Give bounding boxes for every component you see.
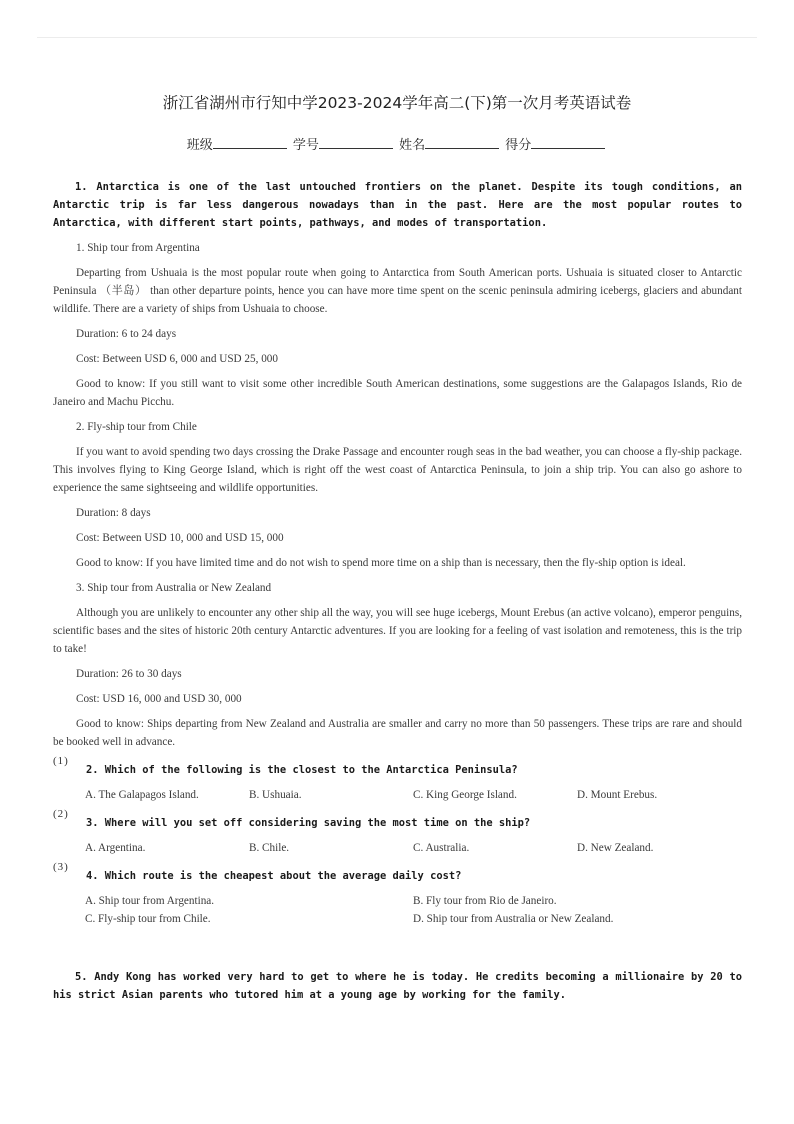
student-info-line xyxy=(0,134,794,153)
route-2-good-to-know: Good to know: If you have limited time and do not wish to spend more time on a ship than is necessary, then the fly-ship option is ideal. xyxy=(76,557,686,569)
sub-question-text: 4. Which route is the cheapest about the average daily cost? xyxy=(86,870,462,882)
option-c[interactable]: C. Australia. xyxy=(413,842,470,854)
top-divider xyxy=(37,37,757,38)
route-2-duration: Duration: 8 days xyxy=(76,507,151,519)
option-b[interactable]: B. Chile. xyxy=(249,842,290,854)
sub-question-number: (1) xyxy=(53,755,69,767)
sub-question-text: 2. Which of the following is the closest to the Antarctica Peninsula? xyxy=(86,764,518,776)
option-a[interactable]: A. The Galapagos Island. xyxy=(85,789,199,801)
options xyxy=(53,892,742,928)
score-label: 得分 xyxy=(505,138,532,153)
option-d[interactable]: D. New Zealand. xyxy=(577,842,654,854)
option-a[interactable]: A. Argentina. xyxy=(85,842,146,854)
route-1-duration: Duration: 6 to 24 days xyxy=(76,328,177,340)
class-blank[interactable] xyxy=(213,136,287,149)
options xyxy=(53,839,742,857)
route-1-cost: Cost: Between USD 6, 000 and USD 25, 000 xyxy=(76,353,278,365)
option-d[interactable]: D. Mount Erebus. xyxy=(577,789,658,801)
name-blank[interactable] xyxy=(425,136,499,149)
question-1-intro: 1. Antarctica is one of the last untouched frontiers on the planet. Despite its tough conditions, an Antarctic trip is far less dangerous nowadays than in the past. Here are the most popular routes to Antarctica, with different start points, pathways, and modes of transportation. xyxy=(53,181,742,229)
route-2-cost: Cost: Between USD 10, 000 and USD 15, 000 xyxy=(76,532,284,544)
student-number-label: 学号 xyxy=(292,138,319,153)
question-5-intro: 5. Andy Kong has worked very hard to get to where he is today. He credits becoming a millionaire by 20 to his strict Asian parents who tutored him at a young age by working for the family. xyxy=(53,971,742,1001)
sub-question-3 xyxy=(53,861,742,928)
route-2-title: 2. Fly-ship tour from Chile xyxy=(76,421,197,433)
sub-question-1 xyxy=(53,755,742,804)
exam-content xyxy=(53,178,742,1011)
sub-question-text: 3. Where will you set off considering saving the most time on the ship? xyxy=(86,817,531,829)
route-1-good-to-know: Good to know: If you still want to visit some other incredible South American destinations, some suggestions are the Galapagos Islands, Rio de Janeiro and Machu Picchu. xyxy=(53,378,742,408)
route-2-description: If you want to avoid spending two days crossing the Drake Passage and encounter rough seas in the bad weather, you can choose a fly-ship package. This involves flying to King George Island, which is right off the west coast of Antarctica Peninsula, to join a ship trip. You can also go ashore to experience the same sightseeing and wildlife opportunities. xyxy=(53,446,742,494)
route-3-duration: Duration: 26 to 30 days xyxy=(76,668,182,680)
option-b[interactable]: B. Fly tour from Rio de Janeiro. xyxy=(413,895,557,907)
sub-question-2 xyxy=(53,808,742,857)
option-c[interactable]: C. Fly-ship tour from Chile. xyxy=(85,913,211,925)
option-d[interactable]: D. Ship tour from Australia or New Zealand. xyxy=(413,913,614,925)
option-b[interactable]: B. Ushuaia. xyxy=(249,789,302,801)
sub-question-number: (2) xyxy=(53,808,69,820)
class-label: 班级 xyxy=(186,138,213,153)
route-3-title: 3. Ship tour from Australia or New Zealand xyxy=(76,582,272,594)
page-title: 浙江省湖州市行知中学2023-2024学年高二(下)第一次月考英语试卷 xyxy=(162,94,632,112)
sub-question-number: (3) xyxy=(53,861,69,873)
route-3-cost: Cost: USD 16, 000 and USD 30, 000 xyxy=(76,693,242,705)
option-a[interactable]: A. Ship tour from Argentina. xyxy=(85,895,215,907)
option-c[interactable]: C. King George Island. xyxy=(413,789,517,801)
name-label: 姓名 xyxy=(399,138,426,153)
score-blank[interactable] xyxy=(531,136,605,149)
route-3-good-to-know: Good to know: Ships departing from New Zealand and Australia are smaller and carry no more than 50 passengers. These trips are rare and should be booked well in advance. xyxy=(53,718,742,748)
section-gap xyxy=(53,934,742,968)
options xyxy=(53,786,742,804)
route-1-title: 1. Ship tour from Argentina xyxy=(76,242,200,254)
student-number-blank[interactable] xyxy=(319,136,393,149)
route-3-description: Although you are unlikely to encounter any other ship all the way, you will see huge icebergs, Mount Erebus (an active volcano), emperor penguins, scientific bases and the sites of historic 20th century Antarctic adventures. If you are looking for a feeling of vast isolation and remoteness, this is the trip to take! xyxy=(53,607,742,655)
route-1-description: Departing from Ushuaia is the most popular route when going to Antarctica from South American ports. Ushuaia is situated closer to Antarctic Peninsula （半岛） than other departure points, hence you can have more time spent on the scenic peninsula admiring icebergs, glaciers and abundant wildlife. There are a variety of ships from Ushuaia to choose. xyxy=(53,267,742,315)
